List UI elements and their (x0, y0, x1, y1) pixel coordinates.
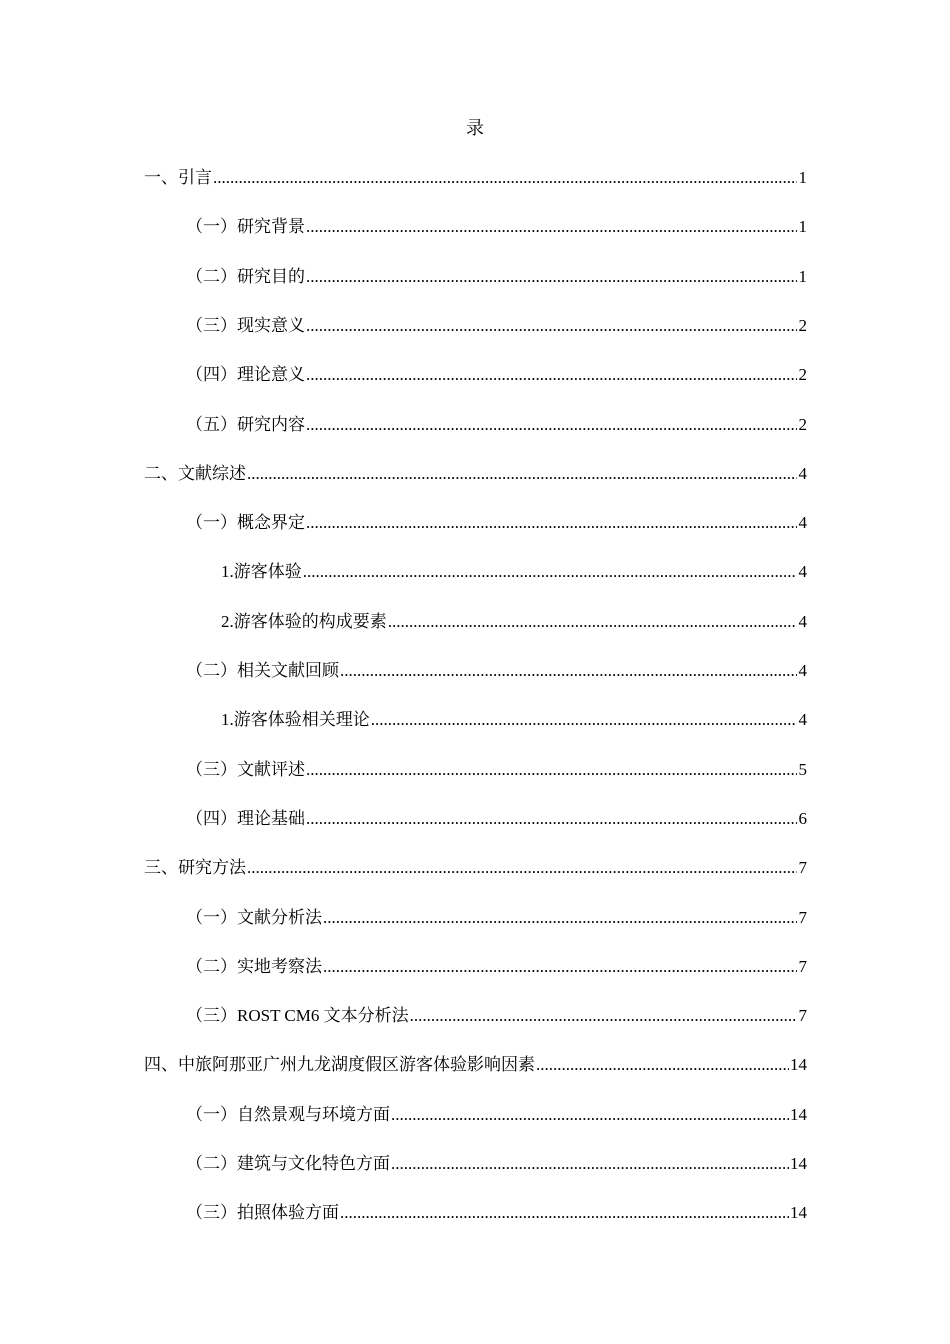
toc-entry-label: 2.游客体验的构成要素 (221, 612, 387, 631)
toc-entry[interactable] (186, 266, 807, 288)
toc-entry-page-number: 7 (798, 908, 807, 927)
toc-leader-dots (306, 315, 797, 337)
toc-leader-dots (306, 759, 797, 781)
toc-entry-page-number: 5 (798, 760, 807, 779)
toc-entry[interactable] (221, 611, 807, 633)
toc-entry-label: （一）研究背景 (186, 217, 305, 236)
toc-entry-label: （一）文献分析法 (186, 908, 322, 927)
toc-entry[interactable] (186, 315, 807, 337)
toc-entry-page-number: 14 (790, 1203, 807, 1222)
toc-entry-label: （五）研究内容 (186, 415, 305, 434)
toc-entry-page-number: 4 (798, 612, 807, 631)
toc-leader-dots (247, 857, 797, 879)
toc-entry[interactable] (221, 561, 807, 583)
toc-entry-label: 一、引言 (144, 168, 212, 187)
toc-entry-label: （四）理论基础 (186, 809, 305, 828)
toc-entry-label: 1.游客体验 (221, 562, 302, 581)
toc-leader-dots (388, 611, 797, 633)
toc-entry[interactable] (186, 1153, 807, 1175)
toc-entry-label: （三）拍照体验方面 (186, 1203, 339, 1222)
toc-entry-page-number: 7 (798, 1006, 807, 1025)
toc-leader-dots (323, 956, 797, 978)
toc-leader-dots (371, 709, 797, 731)
toc-entry[interactable] (186, 759, 807, 781)
toc-entry-page-number: 6 (798, 809, 807, 828)
toc-entry[interactable] (186, 1104, 807, 1126)
toc-leader-dots (340, 660, 797, 682)
toc-entry[interactable] (186, 216, 807, 238)
toc-entry-page-number: 1 (798, 168, 807, 187)
toc-entry-label: （一）概念界定 (186, 513, 305, 532)
toc-entry[interactable] (144, 167, 807, 189)
toc-leader-dots (306, 414, 797, 436)
toc-entry-label: （三）ROST CM6 文本分析法 (186, 1006, 409, 1025)
toc-entry-page-number: 2 (798, 316, 807, 335)
toc-entry-page-number: 7 (798, 957, 807, 976)
toc-entry-label: 三、研究方法 (144, 858, 246, 877)
toc-entry-page-number: 2 (798, 415, 807, 434)
toc-leader-dots (323, 907, 797, 929)
toc-entry-page-number: 14 (790, 1055, 807, 1074)
toc-entry-page-number: 4 (798, 513, 807, 532)
toc-entry[interactable] (186, 956, 807, 978)
toc-leader-dots (306, 512, 797, 534)
toc-entry[interactable] (144, 463, 807, 485)
toc-entry-label: （二）研究目的 (186, 267, 305, 286)
toc-entry[interactable] (186, 660, 807, 682)
toc-entry-label: （二）建筑与文化特色方面 (186, 1154, 390, 1173)
toc-entry-page-number: 4 (798, 710, 807, 729)
toc-entry-page-number: 1 (798, 267, 807, 286)
toc-leader-dots (536, 1054, 789, 1076)
toc-entry-page-number: 14 (790, 1105, 807, 1124)
toc-entry-label: （一）自然景观与环境方面 (186, 1105, 390, 1124)
toc-leader-dots (410, 1005, 797, 1027)
toc-leader-dots (247, 463, 797, 485)
toc-leader-dots (306, 216, 797, 238)
toc-leader-dots (391, 1104, 789, 1126)
toc-entry-page-number: 1 (798, 217, 807, 236)
toc-entry[interactable] (186, 414, 807, 436)
toc-entry-page-number: 4 (798, 661, 807, 680)
toc-leader-dots (213, 167, 797, 189)
toc-entry[interactable] (144, 1054, 807, 1076)
toc-leader-dots (303, 561, 797, 583)
toc-entry[interactable] (186, 907, 807, 929)
toc-entry-page-number: 4 (798, 562, 807, 581)
toc-leader-dots (391, 1153, 789, 1175)
toc-entry-page-number: 14 (790, 1154, 807, 1173)
toc-leader-dots (306, 364, 797, 386)
toc-title: 录 (466, 118, 484, 138)
toc-entry-label: 1.游客体验相关理论 (221, 710, 370, 729)
toc-entry-label: （二）实地考察法 (186, 957, 322, 976)
toc-entry[interactable] (186, 808, 807, 830)
toc-entry-label: 二、文献综述 (144, 464, 246, 483)
toc-entry-page-number: 2 (798, 365, 807, 384)
toc-entry-page-number: 4 (798, 464, 807, 483)
toc-entry-label: （三）文献评述 (186, 760, 305, 779)
toc-entry-label: 四、中旅阿那亚广州九龙湖度假区游客体验影响因素 (144, 1055, 535, 1074)
toc-entry[interactable] (186, 364, 807, 386)
toc-entry[interactable] (144, 857, 807, 879)
toc-leader-dots (306, 808, 797, 830)
toc-entry[interactable] (221, 709, 807, 731)
toc-entry-page-number: 7 (798, 858, 807, 877)
toc-leader-dots (340, 1202, 789, 1224)
toc-entry-label: （三）现实意义 (186, 316, 305, 335)
toc-entry[interactable] (186, 1005, 807, 1027)
toc-entry[interactable] (186, 1202, 807, 1224)
toc-entry[interactable] (186, 512, 807, 534)
toc-leader-dots (306, 266, 797, 288)
toc-entry-label: （二）相关文献回顾 (186, 661, 339, 680)
toc-entry-label: （四）理论意义 (186, 365, 305, 384)
